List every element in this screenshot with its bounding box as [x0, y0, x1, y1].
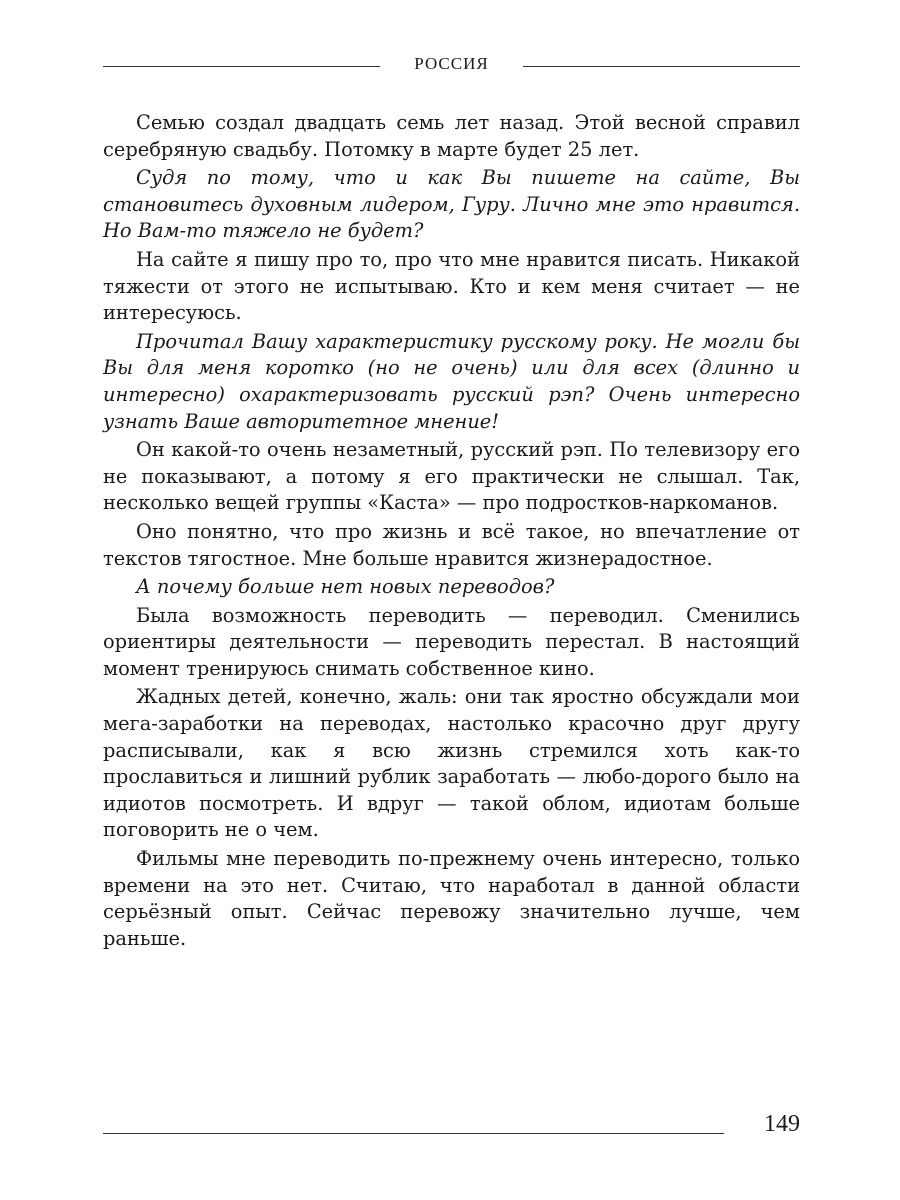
paragraph-answer: Жадных детей, конечно, жаль: они так яростно обсуждали мои мега-заработки на переводах, настолько красочно друг другу расписывали, как я всю жизнь стремился хоть как-то прославиться и лишний рублик заработать — любо-дорого было на идиотов посмотреть. И вдруг — такой облом, идиотам больше поговорить не о чем. — [103, 685, 800, 842]
page-footer — [103, 1112, 800, 1136]
paragraph-answer: Он какой-то очень незаметный, русский рэп. По телевизору его не показывают, а потому я его практически не слышал. Так, несколько вещей группы «Каста» — про подростков-наркоманов. — [103, 438, 800, 515]
paragraph-answer: Семью создал двадцать семь лет назад. Этой весной справил серебряную свадьбу. Потомку в марте будет 25 лет. — [103, 111, 800, 161]
paragraph-question: Прочитал Вашу характеристику русскому року. Не могли бы Вы для меня коротко (но не очень) или для всех (длинно и интересно) охарактеризовать русский рэп? Очень интересно узнать Ваше авторитетное мнение! — [103, 329, 800, 433]
page-number: 149 — [764, 1111, 800, 1137]
header-rule-left — [103, 66, 380, 67]
header-rule-right — [523, 66, 800, 67]
footer-rule — [103, 1133, 724, 1134]
paragraph-answer: Была возможность переводить — переводил. Сменились ориентиры деятельности — переводить перестал. В настоящий момент тренируюсь снимать собственное кино. — [103, 603, 800, 680]
paragraph-answer: Оно понятно, что про жизнь и всё такое, но впечатление от текстов тягостное. Мне больше нравится жизнерадостное. — [103, 519, 800, 570]
running-head-title: РОССИЯ — [414, 54, 489, 73]
paragraph-question: А почему больше нет новых переводов? — [136, 575, 555, 599]
body-text — [103, 110, 800, 954]
running-head — [103, 54, 800, 74]
paragraph-answer: Фильмы мне переводить по-прежнему очень интересно, только времени на это нет. Считаю, что наработал в данной области серьёзный опыт. Сейчас перевожу значительно лучше, чем раньше. — [103, 847, 800, 950]
paragraph-question: Судя по тому, что и как Вы пишете на сайте, Вы становитесь духовным лидером, Гуру. Лично мне это нравится. Но Вам-то тяжело не будет? — [103, 166, 800, 243]
paragraph-answer: На сайте я пишу про то, про что мне нравится писать. Никакой тяжести от этого не испытываю. Кто и кем меня считает — не интересуюсь. — [103, 247, 800, 325]
